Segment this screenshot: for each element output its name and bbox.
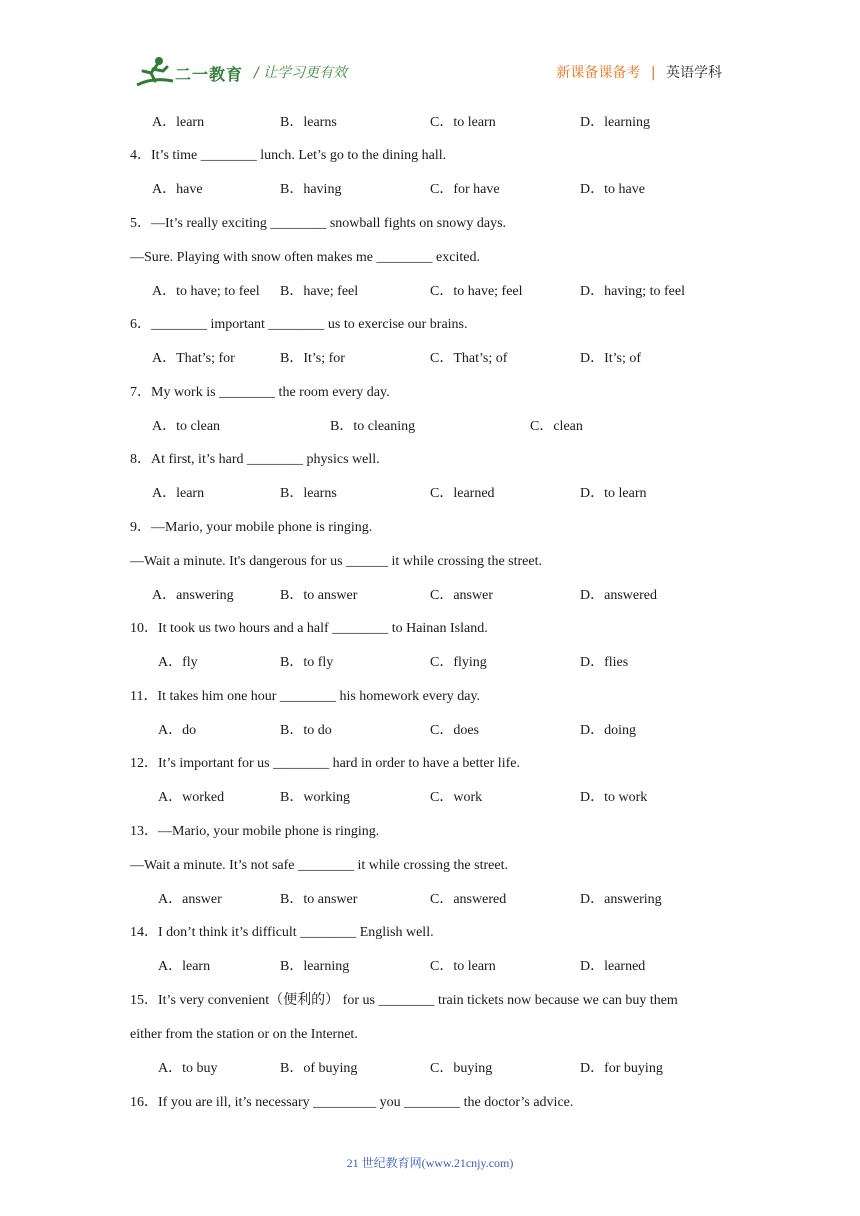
header-subject [556, 62, 722, 82]
option: B．of buying [280, 1061, 358, 1076]
question-stem: 10．It took us two hours and a half ________ to Hainan Island. [130, 621, 488, 636]
page-footer: 21 世纪教育网(www.21cnjy.com) [346, 1156, 514, 1170]
option: D．answering [580, 892, 662, 907]
option: A．learn [158, 959, 211, 974]
option: B．to answer [280, 892, 358, 907]
option: A．learn [152, 115, 205, 130]
option: D．It’s; of [580, 351, 642, 366]
question-stem: 7．My work is ________ the room every day. [130, 385, 390, 400]
option: A．to clean [152, 419, 221, 434]
option: A．answering [152, 588, 234, 603]
option: C．buying [430, 1061, 493, 1076]
option: B．working [280, 790, 350, 805]
option: B．to answer [280, 588, 358, 603]
option: A．fly [158, 655, 198, 670]
question-stem-continued: —Wait a minute. It's dangerous for us ______ it while crossing the street. [130, 554, 542, 569]
option: A．learn [152, 486, 205, 501]
option: D．doing [580, 723, 636, 738]
option: A．That’s; for [152, 351, 235, 366]
option: D．learned [580, 959, 646, 974]
option: B．learns [280, 115, 337, 130]
option: B．having [280, 182, 342, 197]
question-stem: 9．—Mario, your mobile phone is ringing. [130, 520, 373, 535]
page-header [0, 0, 860, 100]
option: C．to learn [430, 959, 496, 974]
option: D．having; to feel [580, 284, 685, 299]
question-stem: 5．—It’s really exciting ________ snowball fights on snowy days. [130, 216, 507, 231]
option: C．clean [530, 419, 583, 434]
option: D．for buying [580, 1061, 663, 1076]
logo-text: 二一教育 [175, 65, 244, 84]
option: A．to have; to feel [152, 284, 260, 299]
option: C．for have [430, 182, 500, 197]
slogan: / 让学习更有效 [254, 65, 348, 81]
question-stem: 4．It’s time ________ lunch. Let’s go to the dining hall. [130, 148, 447, 163]
question-stem: 13．—Mario, your mobile phone is ringing. [130, 824, 380, 839]
option: D．to learn [580, 486, 647, 501]
question-stem: 8．At first, it’s hard ________ physics well. [130, 452, 380, 467]
option: A．to buy [158, 1061, 218, 1076]
header-subject-label: 英语学科 [666, 65, 722, 81]
question-stem-continued: either from the station or on the Internet. [130, 1027, 358, 1042]
option: D．learning [580, 115, 650, 130]
option: C．flying [430, 655, 487, 670]
option: B．It’s; for [280, 351, 345, 366]
option: B．to cleaning [330, 419, 416, 434]
option: B．learns [280, 486, 337, 501]
option: C．to learn [430, 115, 496, 130]
option: D．flies [580, 655, 629, 670]
option: D．to work [580, 790, 648, 805]
option: C．learned [430, 486, 495, 501]
option: B．to fly [280, 655, 334, 670]
option: A．answer [158, 892, 222, 907]
question-stem: 12．It’s important for us ________ hard in order to have a better life. [130, 756, 520, 771]
question-stem: 15．It’s very convenient（便利的） for us ________ train tickets now because we can buy them [130, 993, 678, 1008]
question-stem-continued: —Wait a minute. It’s not safe ________ it while crossing the street. [130, 858, 508, 873]
question-stem: 6．________ important ________ us to exercise our brains. [130, 317, 468, 332]
header-course-label: 新课备课备考 [556, 65, 641, 81]
question-stem: 11．It takes him one hour ________ his homework every day. [130, 689, 481, 704]
option: B．have; feel [280, 284, 359, 299]
option: D．answered [580, 588, 657, 603]
question-stem-continued: —Sure. Playing with snow often makes me ________ excited. [130, 250, 480, 265]
header-separator: | [650, 65, 656, 81]
option: B．learning [280, 959, 350, 974]
option: C．answered [430, 892, 507, 907]
option: C．work [430, 790, 483, 805]
option: B．to do [280, 723, 332, 738]
option: C．answer [430, 588, 493, 603]
option: A．worked [158, 790, 225, 805]
option: C．That’s; of [430, 351, 508, 366]
runner-logo-icon [133, 55, 177, 89]
option: A．have [152, 182, 203, 197]
question-stem: 14．I don’t think it’s difficult ________ English well. [130, 925, 434, 940]
option: C．does [430, 723, 479, 738]
option: D．to have [580, 182, 645, 197]
option: C．to have; feel [430, 284, 523, 299]
option: A．do [158, 723, 197, 738]
question-stem: 16．If you are ill, it’s necessary _________ you ________ the doctor’s advice. [130, 1095, 574, 1110]
